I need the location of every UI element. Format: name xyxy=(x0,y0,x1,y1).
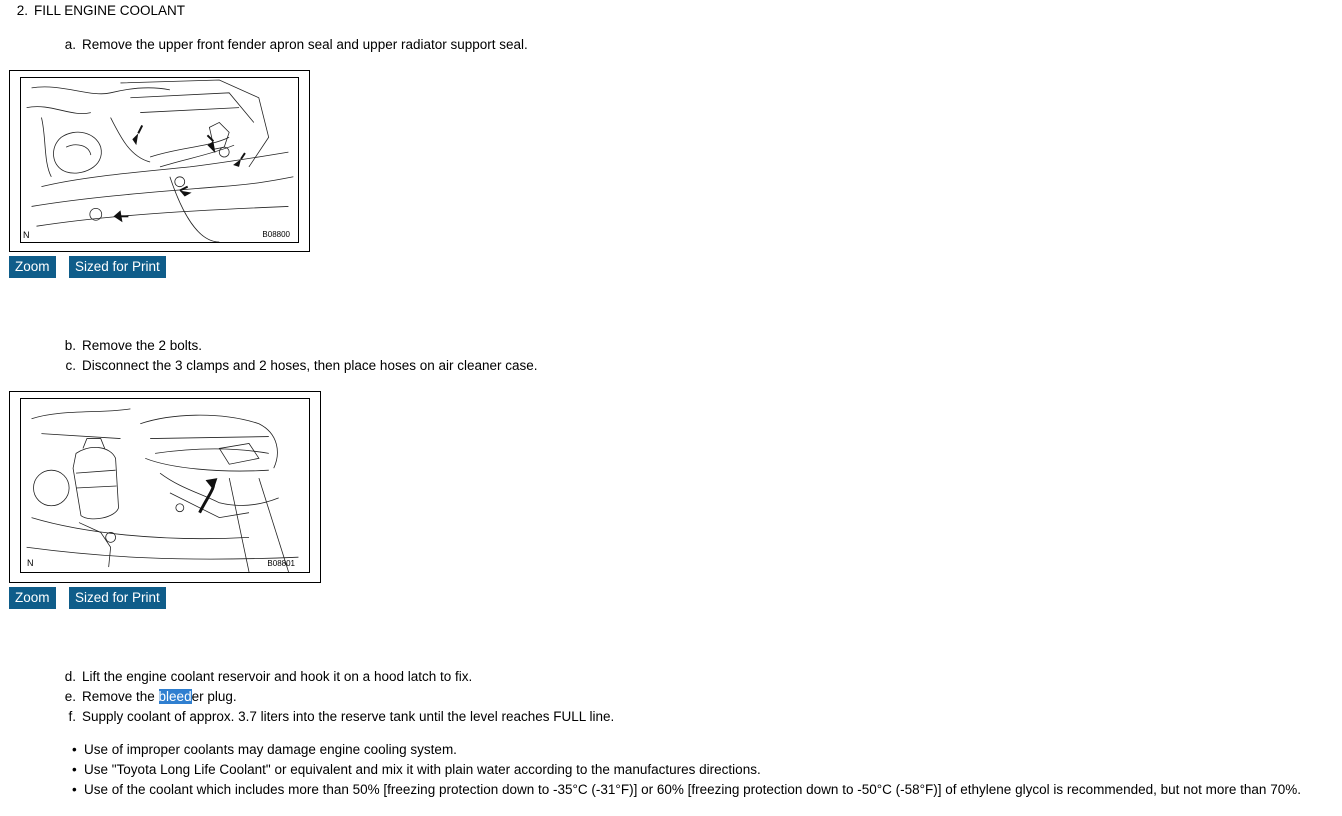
substep-letter: e. xyxy=(64,689,76,704)
sized-for-print-button[interactable]: Sized for Print xyxy=(69,256,166,278)
illustration-frame xyxy=(20,398,310,573)
substep-text-end: er plug. xyxy=(191,689,237,704)
substep-text: Lift the engine coolant reservoir and hook it on a hood latch to fix. xyxy=(82,669,473,684)
step-heading xyxy=(14,3,185,18)
figure-code: B08801 xyxy=(267,559,295,568)
substep-f xyxy=(62,709,614,724)
step-title: FILL ENGINE COOLANT xyxy=(34,3,186,18)
bullet: • xyxy=(72,762,77,777)
zoom-button[interactable]: Zoom xyxy=(9,256,56,278)
engine-bay-drawing xyxy=(21,78,298,242)
substep-e xyxy=(62,689,237,704)
substep-text: Remove the upper front fender apron seal and upper radiator support seal. xyxy=(82,37,528,52)
substep-letter: d. xyxy=(64,669,76,684)
substep-a xyxy=(62,37,528,52)
illustration-frame xyxy=(20,77,299,243)
note-item xyxy=(72,782,1301,797)
note-text: Use of the coolant which includes more than 50% [freezing protection down to -35°C (-31°F)] or 60% [freezing protection down to -50°C (-58°F)] of ethylene glycol is recommended, but not more than 70%. xyxy=(84,782,1301,797)
substep-d xyxy=(62,669,472,684)
substep-text: Remove the 2 bolts. xyxy=(82,338,203,353)
substep-c xyxy=(62,358,538,373)
sized-for-print-button[interactable]: Sized for Print xyxy=(69,587,166,609)
substep-text: Supply coolant of approx. 3.7 liters into the reserve tank until the level reaches FULL line. xyxy=(82,709,615,724)
substep-letter: c. xyxy=(65,358,76,373)
substep-text: Disconnect the 3 clamps and 2 hoses, then place hoses on air cleaner case. xyxy=(82,358,538,373)
substep-text-start: Remove the xyxy=(82,689,159,704)
substep-letter: f. xyxy=(68,709,76,724)
text-selection-highlight[interactable]: bleed xyxy=(158,689,192,704)
engine-bay-drawing xyxy=(21,399,309,572)
note-text: Use "Toyota Long Life Coolant" or equivalent and mix it with plain water according to the manufactures directions. xyxy=(84,762,761,777)
substep-letter: b. xyxy=(64,338,76,353)
substep-letter: a. xyxy=(64,37,76,52)
figure-code: B08800 xyxy=(262,230,290,239)
north-label: N xyxy=(27,558,34,568)
north-label: N xyxy=(23,230,30,240)
note-item xyxy=(72,742,457,757)
illustration-b08801 xyxy=(9,391,321,583)
substep-b xyxy=(62,338,202,353)
illustration-b08800 xyxy=(9,70,310,252)
zoom-button[interactable]: Zoom xyxy=(9,587,56,609)
step-number: 2. xyxy=(16,3,28,18)
bullet: • xyxy=(72,782,77,797)
bullet: • xyxy=(72,742,77,757)
note-text: Use of improper coolants may damage engine cooling system. xyxy=(84,742,457,757)
note-item xyxy=(72,762,761,777)
